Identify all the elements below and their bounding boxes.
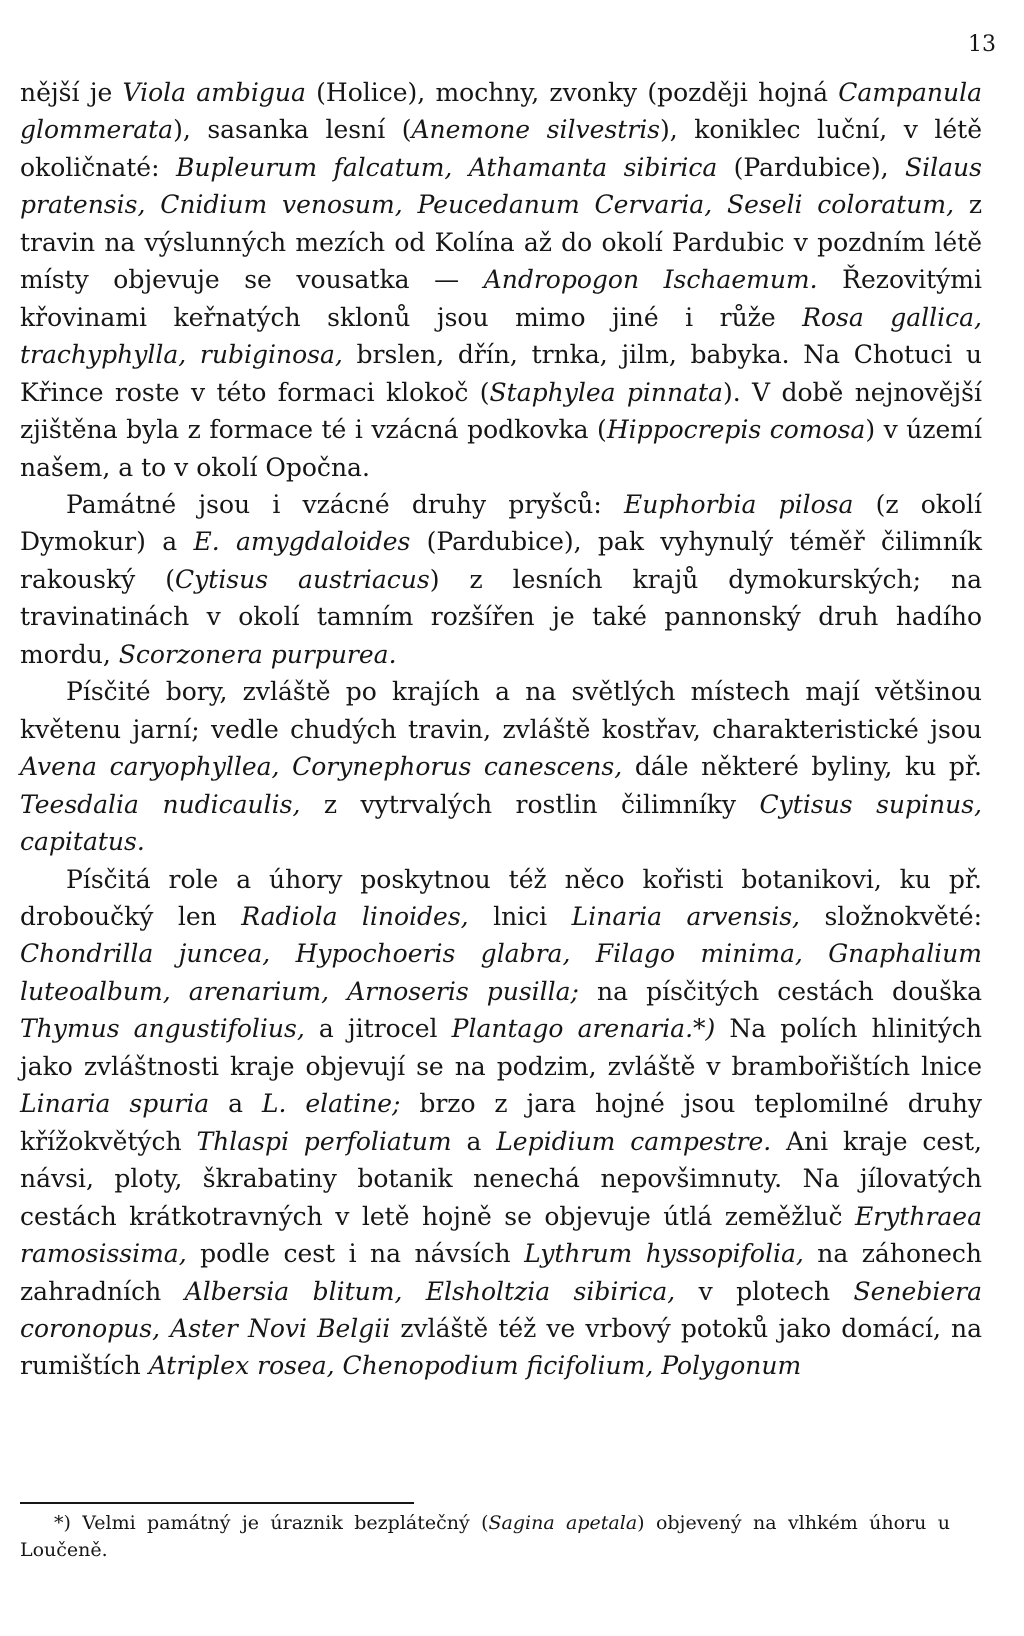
latin-name: Lepidium campestre. (496, 1126, 772, 1156)
text-run: a (209, 1089, 262, 1119)
latin-name: Plantago arenaria.*) (451, 1014, 716, 1044)
text-run: v plotech (675, 1276, 854, 1306)
latin-name: Staphylea pinnata (489, 377, 723, 407)
text-run: podle cest i na návsích (186, 1239, 525, 1269)
footnote (20, 1510, 950, 1564)
text-run: z travin na výslunných mezích od Kolína až do okolí Pardubic v pozdním létě místy objevuje se vousatka — (20, 190, 982, 295)
text-run: Ani kraje cest, návsi, ploty, škrabatiny botanik nenechá nepovšimnuty. Na jílovatých cestách krátkotravných v letě hojně se objevuje útlá zeměžluč (20, 1126, 982, 1231)
latin-name: Senebiera coronopus, Aster Novi Belgii (20, 1276, 982, 1343)
latin-name: Linaria spuria (20, 1089, 210, 1119)
latin-name: Campanula glommerata (20, 78, 982, 145)
latin-name: Teesdalia nudicaulis, (20, 789, 301, 819)
text-run: Písčitá role a úhory poskytnou též něco kořisti botanikovi, ku př. droboučký len (20, 864, 982, 931)
latin-name: Bupleurum falcatum, Athamanta sibirica (175, 152, 718, 182)
latin-name: Cytisus supinus, capitatus. (20, 789, 982, 857)
text-run: (Pardubice), pak vyhynulý téměř čilimník rakouský ( (20, 527, 982, 594)
latin-name: Viola ambigua (122, 78, 306, 107)
text-run: ), sasanka lesní ( (173, 115, 412, 145)
paragraph (20, 673, 982, 860)
text-run: ) v území našem, a to v okolí Opočna. (20, 415, 982, 482)
text-run: z vytrvalých rostlin čilimníky (300, 789, 760, 819)
latin-name: Erythraea ramosissima, (20, 1201, 982, 1269)
latin-name: Andropogon Ischaemum. (483, 265, 818, 295)
text-run: Řezovitými křovinami keřnatých sklonů jsou mimo jiné i růže (20, 265, 982, 332)
paragraph (20, 861, 982, 1385)
latin-name: Thlaspi perfoliatum (196, 1126, 452, 1156)
latin-name: Hippocrepis comosa (606, 415, 866, 445)
text-run: Na polích hlinitých jako zvláštnosti kraje objevují se na podzim, zvláště v brambořištích lnice (20, 1014, 983, 1081)
text-run: ) objevený na vlhkém úhoru u Loučeně. (20, 1512, 950, 1561)
text-run: na písčitých cestách douška (578, 976, 982, 1006)
text-run: a (451, 1126, 497, 1156)
text-run: ), koniklec luční, v létě okoličnaté: (20, 115, 982, 182)
footnote-divider (20, 1502, 414, 1504)
latin-name: Lythrum hyssopifolia, (524, 1239, 804, 1269)
text-run: (Holice), mochny, zvonky (později hojná (305, 78, 839, 107)
paragraph (20, 486, 982, 673)
latin-name: Rosa gallica, trachyphylla, rubiginosa, (20, 302, 982, 370)
text-run: brzo z jara hojné jsou teplomilné druhy křížokvětých (20, 1089, 982, 1156)
text-run: nější je (20, 78, 123, 107)
latin-name: Avena caryophyllea, Corynephorus canescens, (20, 752, 623, 782)
text-run: a jitrocel (304, 1014, 452, 1044)
latin-name: Sagina apetala (488, 1512, 638, 1534)
text-run: Památné jsou i vzácné druhy pryšců: (66, 489, 625, 519)
text-run: brslen, dřín, trnka, jilm, babyka. Na Chotuci u Křince roste v této formaci klokoč ( (20, 340, 983, 407)
latin-name: Thymus angustifolius, (20, 1014, 305, 1044)
page-number: 13 (968, 32, 996, 57)
text-run: (Pardubice), (717, 152, 906, 182)
text-run: zvláště též ve vrbový potoků jako domácí, na rumištích (20, 1313, 982, 1381)
text-run: *) Velmi památný je úraznik bezplátečný ( (54, 1512, 489, 1534)
paragraph (20, 74, 982, 486)
latin-name: Radiola linoides, (241, 901, 469, 931)
text-run: složnokvěté: (800, 901, 982, 931)
text-run: lnici (468, 901, 572, 931)
body-text (20, 74, 982, 1385)
latin-name: Albersia blitum, Elsholtzia sibirica, (184, 1276, 676, 1306)
text-run: na záhonech zahradních (20, 1239, 982, 1306)
latin-name: Scorzonera purpurea. (118, 639, 397, 669)
latin-name: L. elatine; (261, 1089, 401, 1119)
text-run: ). V době nejnovější zjištěna byla z formace té i vzácná podkovka ( (20, 377, 982, 445)
latin-name: Cytisus austriacus (175, 564, 430, 594)
latin-name: Atriplex rosea, Chenopodium ficifolium, Polygonum (148, 1351, 802, 1381)
text-run: ) z lesních krajů dymokurských; na travinatinách v okolí tamním rozšířen je také pannonský druh hadího mordu, (20, 564, 982, 669)
latin-name: Linaria arvensis, (571, 901, 801, 931)
text-run: dále některé byliny, ku př. (622, 752, 982, 782)
text-run: (z okolí Dymokur) a (20, 489, 982, 557)
latin-name: Anemone silvestris (411, 115, 661, 145)
latin-name: Euphorbia pilosa (624, 489, 854, 519)
latin-name: Silaus pratensis, Cnidium venosum, Peucedanum Cervaria, Seseli coloratum, (20, 152, 982, 220)
latin-name: Chondrilla juncea, Hypochoeris glabra, Filago minima, Gnaphalium luteoalbum, arenarium, Arnoseris pusilla; (20, 939, 982, 1006)
text-run: Písčité bory, zvláště po krajích a na světlých místech mají většinou květenu jarní; vedle chudých travin, zvláště kostřav, charakteristické jsou (20, 677, 982, 744)
latin-name: E. amygdaloides (193, 527, 411, 557)
